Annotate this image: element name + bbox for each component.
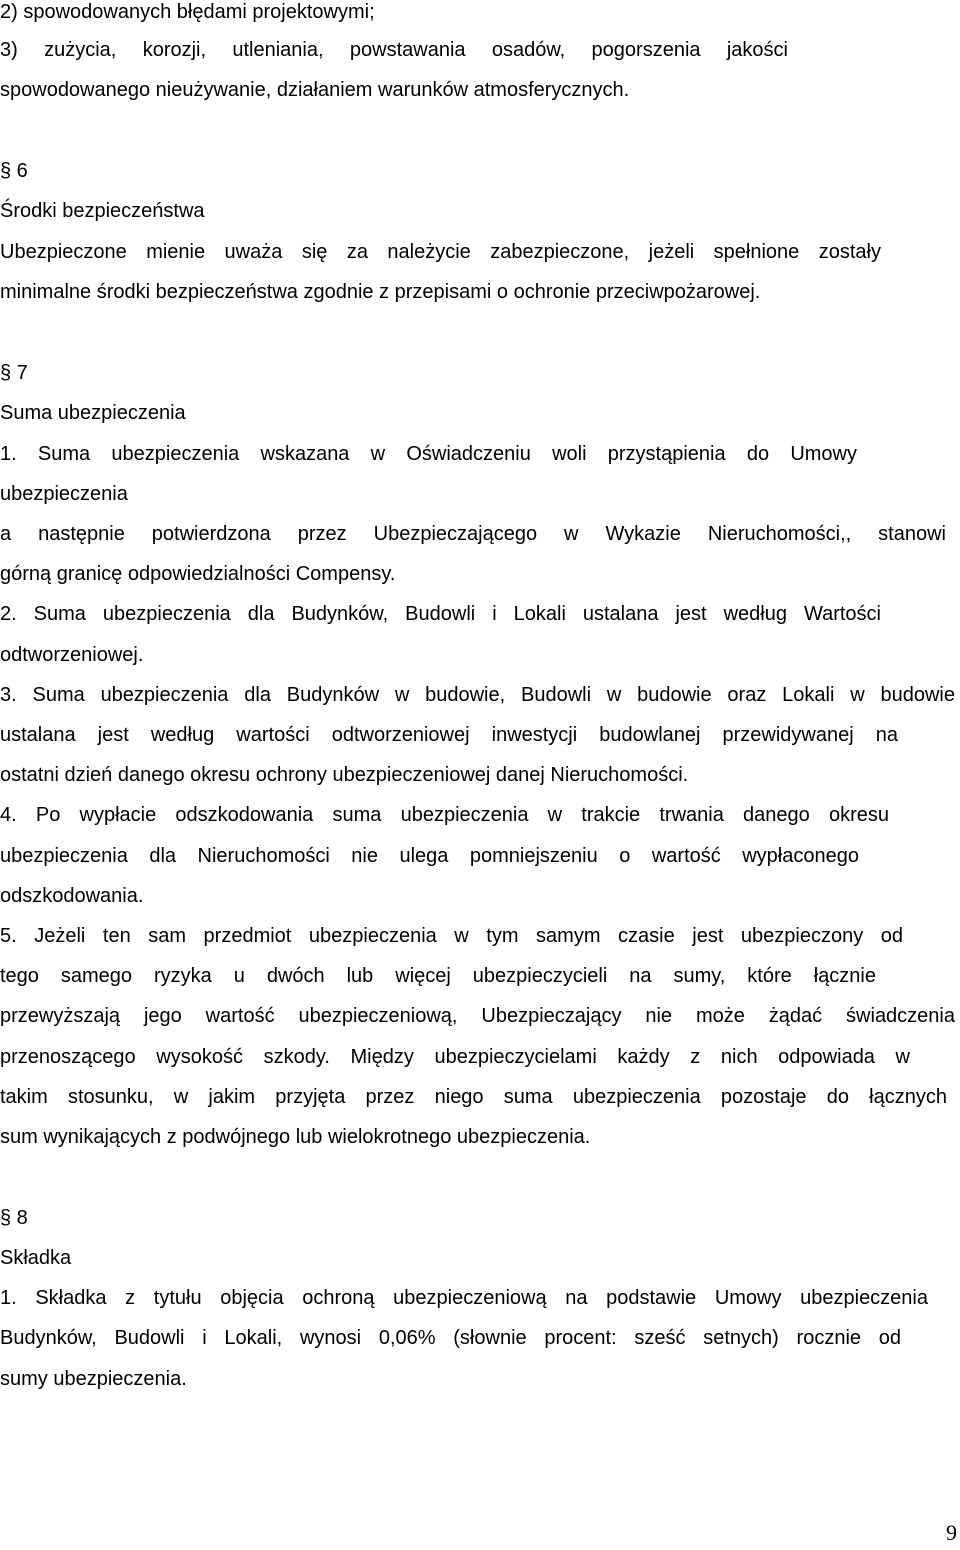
section-7-paragraph-4: 4. Po wypłacie odszkodowania suma ubezpieczenia w trakcie trwania danego okresu: [0, 804, 889, 826]
list-item-2: 2) spowodowanych błędami projektowymi;: [0, 1, 375, 23]
list-item-3: 3) zużycia, korozji, utleniania, powstawania osadów, pogorszenia jakości: [0, 39, 788, 61]
section-8-title: Składka: [0, 1247, 72, 1269]
section-7-paragraph-5: tego samego ryzyka u dwóch lub więcej ubezpieczycieli na sumy, które łącznie: [0, 965, 876, 987]
section-6-title: Środki bezpieczeństwa: [0, 200, 205, 222]
section-7-paragraph-1: a następnie potwierdzona przez Ubezpieczającego w Wykazie Nieruchomości,, stanowi: [0, 523, 946, 545]
section-7-paragraph-5: takim stosunku, w jakim przyjęta przez niego suma ubezpieczenia pozostaje do łącznych: [0, 1086, 947, 1108]
section-7-paragraph-5: przenoszącego wysokość szkody. Między ubezpieczycielami każdy z nich odpowiada w: [0, 1046, 910, 1068]
section-7-paragraph-1: górną granicę odpowiedzialności Compensy.: [0, 563, 396, 585]
section-7-paragraph-1: ubezpieczenia: [0, 483, 128, 505]
section-7-paragraph-5: sum wynikających z podwójnego lub wielokrotnego ubezpieczenia.: [0, 1126, 591, 1148]
page-number: 9: [946, 1520, 957, 1545]
list-item-3-continued: spowodowanego nieużywanie, działaniem warunków atmosferycznych.: [0, 79, 630, 101]
section-7-paragraph-5: przewyższają jego wartość ubezpieczeniową, Ubezpieczający nie może żądać świadczenia: [0, 1005, 955, 1027]
section-7-paragraph-3: ostatni dzień danego okresu ochrony ubezpieczeniowej danej Nieruchomości.: [0, 764, 689, 786]
section-8-paragraph-1: 1. Składka z tytułu objęcia ochroną ubezpieczeniową na podstawie Umowy ubezpieczenia: [0, 1287, 928, 1309]
section-7-paragraph-5: 5. Jeżeli ten sam przedmiot ubezpieczenia w tym samym czasie jest ubezpieczony od: [0, 925, 903, 947]
section-7-number: § 7: [0, 362, 28, 384]
section-7-paragraph-3: ustalana jest według wartości odtworzeniowej inwestycji budowlanej przewidywanej na: [0, 724, 898, 746]
section-7-title: Suma ubezpieczenia: [0, 402, 186, 424]
section-7-paragraph-4: odszkodowania.: [0, 885, 144, 907]
section-6-text-line: minimalne środki bezpieczeństwa zgodnie z przepisami o ochronie przeciwpożarowej.: [0, 281, 761, 303]
section-8-number: § 8: [0, 1207, 28, 1229]
section-6-text-line: Ubezpieczone mienie uważa się za należycie zabezpieczone, jeżeli spełnione zostały: [0, 241, 881, 263]
section-7-paragraph-4: ubezpieczenia dla Nieruchomości nie ulega pomniejszeniu o wartość wypłaconego: [0, 845, 859, 867]
section-7-paragraph-2: odtworzeniowej.: [0, 644, 144, 666]
section-8-paragraph-1: sumy ubezpieczenia.: [0, 1368, 187, 1390]
section-6-number: § 6: [0, 160, 28, 182]
section-7-paragraph-2: 2. Suma ubezpieczenia dla Budynków, Budowli i Lokali ustalana jest według Wartości: [0, 603, 881, 625]
section-8-paragraph-1: Budynków, Budowli i Lokali, wynosi 0,06% (słownie procent: sześć setnych) rocznie od: [0, 1327, 901, 1349]
section-7-paragraph-3: 3. Suma ubezpieczenia dla Budynków w budowie, Budowli w budowie oraz Lokali w budowie: [0, 684, 955, 706]
section-7-paragraph-1: 1. Suma ubezpieczenia wskazana w Oświadczeniu woli przystąpienia do Umowy: [0, 443, 857, 465]
